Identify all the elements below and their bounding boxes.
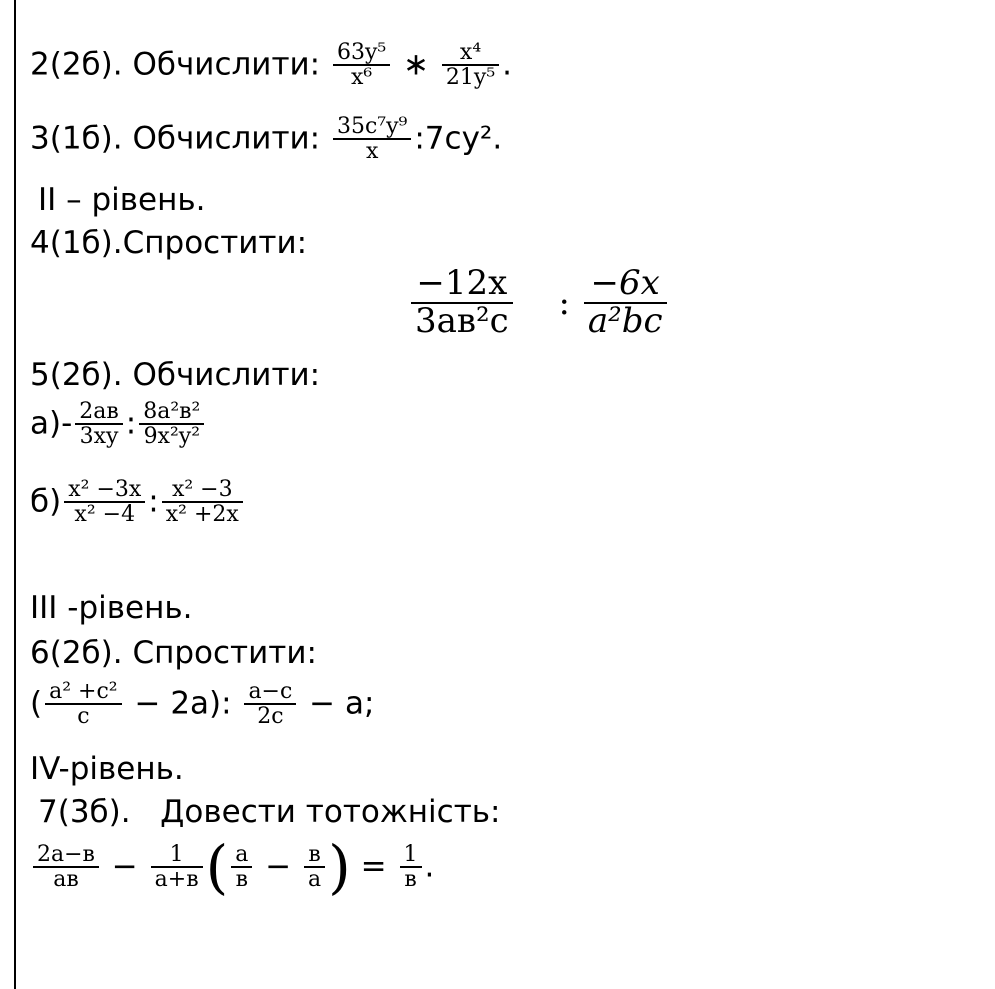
task7-f4-denominator: a — [308, 867, 322, 892]
task5b-fraction-1 — [64, 478, 145, 526]
task2-fraction-2 — [442, 41, 499, 89]
level-2-heading: II – рівень. — [38, 182, 206, 218]
task5b-f2-numerator: x² −3 — [171, 477, 233, 502]
task5a-fraction-2 — [139, 400, 204, 448]
task6-middle: − 2a): — [134, 685, 232, 722]
task5a-f1-denominator: 3xy — [79, 424, 119, 450]
task2-row — [30, 41, 512, 89]
task5a-prefix: а)- — [30, 405, 73, 442]
task5b-operator: : — [148, 483, 159, 520]
task7-f3-denominator: в — [235, 867, 248, 892]
task2-operator: ∗ — [403, 46, 430, 83]
task7-left-paren: ( — [205, 833, 229, 901]
task3-row — [30, 115, 502, 163]
task7-minus-1: − — [111, 848, 138, 885]
task7-label: 7(3б). Довести тотожність: — [38, 794, 501, 830]
task4-operator: : — [558, 282, 570, 323]
task4-f2-numerator: −6x — [590, 263, 660, 303]
task3-tail: :7cy². — [414, 120, 503, 157]
task2-f1-denominator: x⁶ — [350, 65, 373, 91]
task6-f2-numerator: a−c — [248, 679, 293, 704]
task4-f2-denominator: a²bc — [587, 300, 663, 341]
task5b-row — [30, 478, 246, 526]
task6-fraction-1 — [45, 680, 122, 728]
task7-f4-numerator: в — [308, 841, 321, 867]
task5a-f1-numerator: 2ав — [79, 399, 119, 424]
task5a-f2-numerator: 8a²в² — [143, 399, 201, 424]
task7-f2-denominator: a+в — [154, 867, 199, 892]
task2-f1-numerator: 63y⁵ — [336, 40, 387, 65]
task6-f2-denominator: 2c — [257, 704, 284, 730]
task5a-operator: : — [125, 405, 137, 442]
task2-fraction-1 — [333, 41, 390, 89]
task7-fraction-4 — [304, 843, 325, 891]
task5a-row — [30, 400, 207, 448]
task2-end: . — [502, 46, 513, 83]
task6-f1-denominator: c — [77, 704, 90, 730]
task7-f5-numerator: 1 — [403, 841, 418, 867]
task7-f1-denominator: aв — [53, 867, 79, 892]
task3-f1-denominator: x — [365, 139, 379, 165]
task5b-f1-denominator: x² −4 — [74, 502, 136, 528]
task6-f1-numerator: a² +c² — [49, 679, 118, 704]
task4-fraction-2 — [584, 263, 667, 341]
task7-fraction-3 — [231, 843, 252, 891]
task4-label: 4(1б).Спростити: — [30, 225, 308, 261]
task5b-f1-numerator: x² −3x — [68, 477, 142, 502]
task4-f1-numerator: −12x — [416, 263, 508, 303]
task7-right-paren: ) — [328, 833, 351, 901]
task7-fraction-1 — [33, 843, 99, 891]
task5b-fraction-2 — [162, 478, 243, 526]
task3-fraction-1 — [333, 115, 411, 163]
task6-open-paren: ( — [30, 685, 43, 722]
task4-fraction-1 — [411, 263, 513, 341]
task2-f2-denominator: 21y⁵ — [445, 65, 496, 91]
task5a-f2-denominator: 9x²y² — [143, 424, 201, 450]
task5a-fraction-1 — [75, 400, 123, 448]
task7-f2-numerator: 1 — [169, 841, 184, 867]
task7-f3-numerator: a — [235, 841, 249, 867]
task4-f1-denominator: 3ав²с — [415, 300, 509, 341]
task5b-f2-denominator: x² +2x — [165, 502, 239, 528]
task7-fraction-2 — [151, 843, 203, 891]
task7-f5-denominator: в — [404, 867, 417, 892]
task4-expression — [408, 263, 670, 341]
task7-expression — [30, 833, 435, 901]
level-3-heading: III -рівень. — [30, 590, 193, 626]
task7-end: . — [424, 848, 435, 885]
task6-label: 6(2б). Спростити: — [30, 635, 317, 671]
task7-f1-numerator: 2a−в — [37, 841, 95, 867]
task3-f1-numerator: 35c⁷y⁹ — [336, 114, 408, 139]
task6-fraction-2 — [244, 680, 296, 728]
left-border-line — [14, 0, 16, 989]
task5b-prefix: б) — [30, 483, 62, 520]
task6-expression — [30, 680, 374, 728]
task2-f2-numerator: x⁴ — [459, 40, 482, 65]
task5-label: 5(2б). Обчислити: — [30, 357, 321, 393]
task7-minus-2: − — [265, 848, 292, 885]
task2-label: 2(2б). Обчислити: — [30, 46, 321, 83]
task7-equals: = — [360, 848, 387, 885]
task3-label: 3(1б). Обчислити: — [30, 120, 321, 157]
level-4-heading: IV-рівень. — [30, 751, 184, 787]
task6-tail: − a; — [309, 685, 375, 722]
task7-fraction-5 — [400, 843, 422, 891]
